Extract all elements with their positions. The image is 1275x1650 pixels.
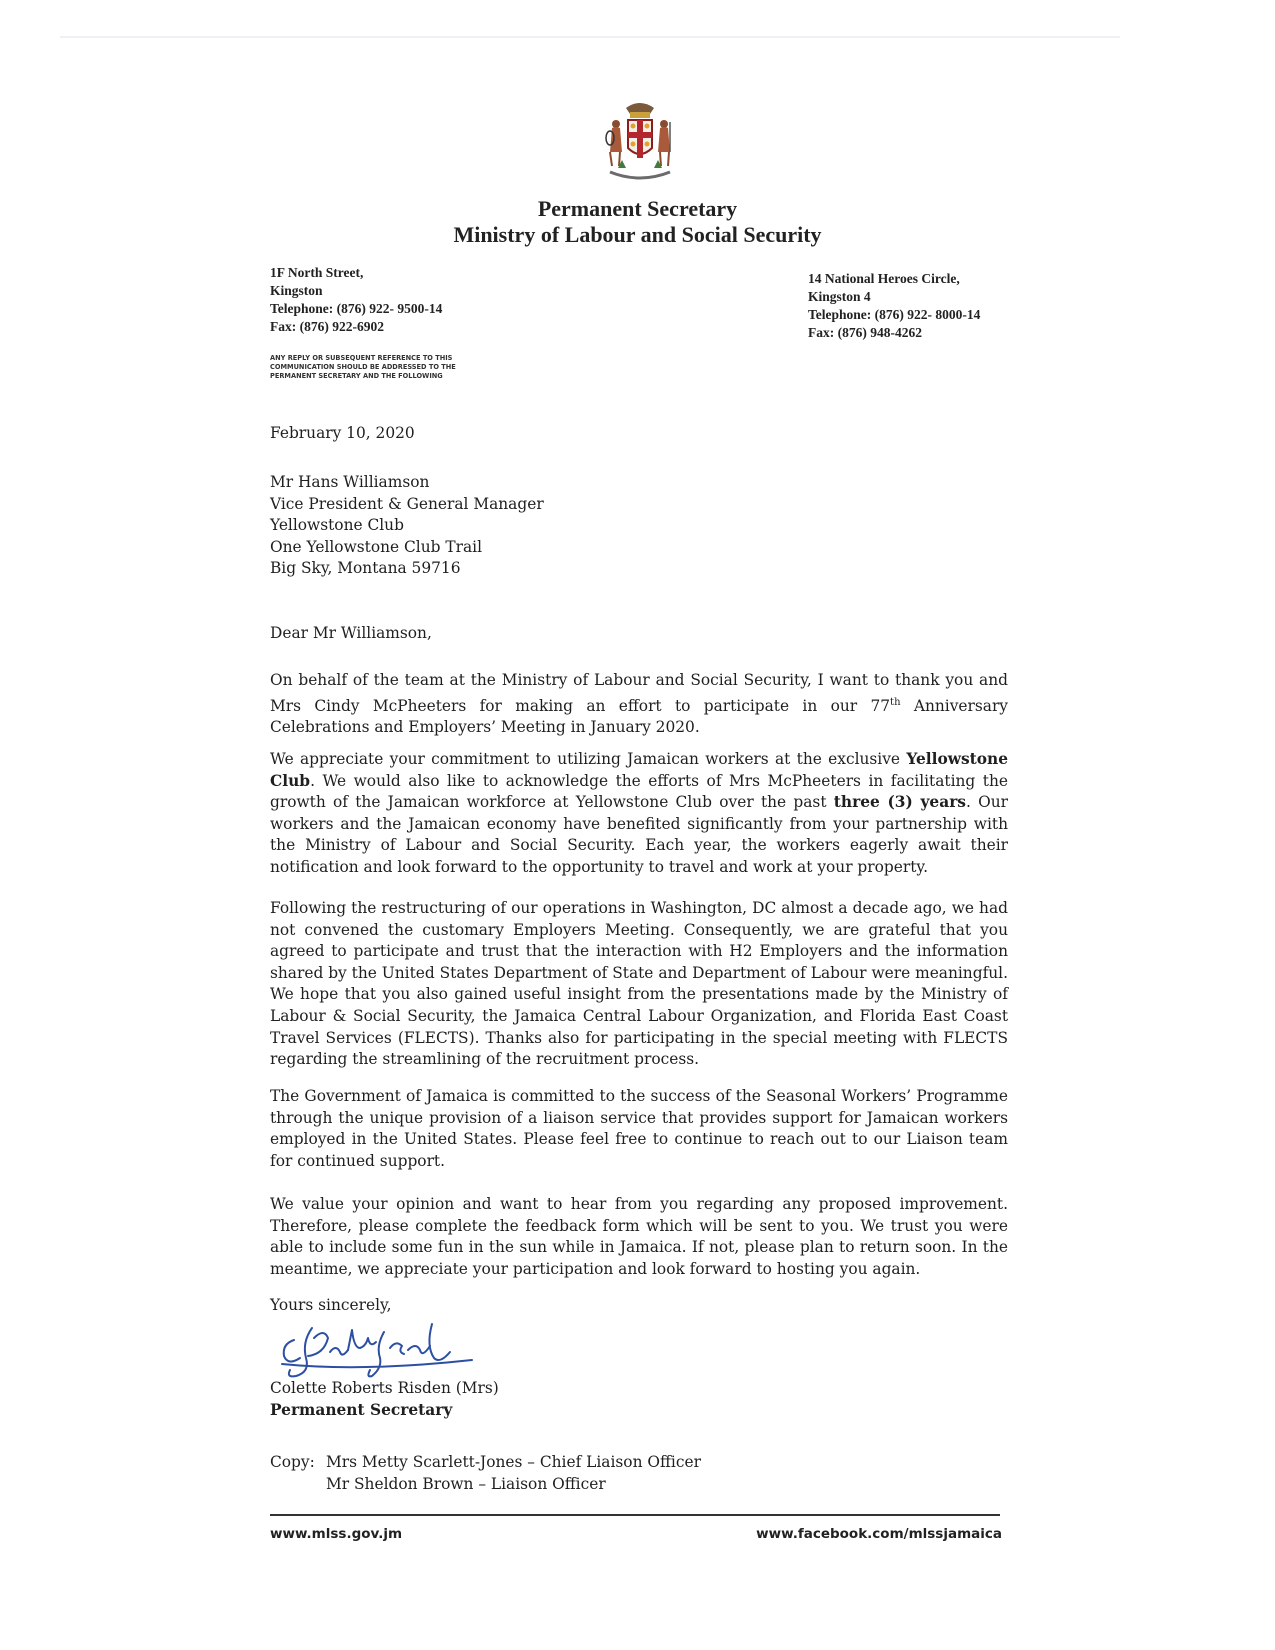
scan-artifact-line	[60, 36, 1120, 38]
notice-line: ANY REPLY OR SUBSEQUENT REFERENCE TO THIS	[270, 354, 453, 362]
recipient-title: Vice President & General Manager	[270, 494, 544, 513]
recipient-city: Big Sky, Montana 59716	[270, 559, 461, 578]
coat-of-arms-icon	[600, 98, 680, 186]
ordinal-suffix: th	[890, 696, 901, 708]
paragraph-1	[270, 670, 1008, 739]
address-fax: Fax: (876) 922-6902	[270, 319, 384, 334]
notice-line: COMMUNICATION SHOULD BE ADDRESSED TO THE	[270, 363, 456, 371]
address-line: Kingston	[270, 283, 323, 298]
letter-date: February 10, 2020	[270, 424, 415, 442]
address-line: 14 National Heroes Circle,	[808, 271, 960, 286]
ministry-name: Ministry of Labour and Social Security	[453, 222, 822, 247]
signer-name: Colette Roberts Risden (Mrs)	[270, 1379, 499, 1397]
recipient-organization: Yellowstone Club	[270, 516, 404, 535]
paragraph-4: The Government of Jamaica is committed to the success of the Seasonal Workers’ Programme through the unique provision of a liaison service that provides support for Jamaican workers employed in the United States. Please feel free to continue to reach out to our Liaison team for continued support.	[270, 1087, 1008, 1170]
copy-recipient: Mrs Metty Scarlett-Jones – Chief Liaison Officer	[326, 1453, 701, 1471]
paragraph-text: . We would also like to acknowledge the efforts of Mrs McPheeters in facilitating the growth of the Jamaican workforce at Yellowstone Club over the past	[270, 771, 1008, 812]
paragraph-5: We value your opinion and want to hear from you regarding any proposed improvement. Therefore, please complete the feedback form which will be sent to you. We trust you were able to include some fun in the sun while in Jamaica. If not, please plan to return soon. In the meantime, we appreciate your participation and look forward to hosting you again.	[270, 1195, 1008, 1278]
signer-title: Permanent Secretary	[270, 1401, 453, 1419]
reply-notice	[270, 354, 456, 381]
emphasis-text: three (3) years	[833, 793, 966, 812]
footer-website: www.mlss.gov.jm	[270, 1526, 403, 1542]
copy-recipient: Mr Sheldon Brown – Liaison Officer	[326, 1474, 606, 1493]
recipient-name: Mr Hans Williamson	[270, 473, 430, 491]
copy-label: Copy:	[270, 1453, 315, 1471]
right-address-block	[808, 270, 980, 342]
address-phone: Telephone: (876) 922- 9500-14	[270, 301, 443, 316]
paragraph-2	[270, 749, 1008, 879]
left-address-block	[270, 264, 442, 336]
paragraph-text: On behalf of the team at the Ministry of Labour and Social Security, I want to thank you and Mrs Cindy McPheeters for making an effort to participate in our 77	[270, 671, 1008, 715]
address-line: Kingston 4	[808, 289, 871, 304]
address-line: 1F North Street,	[270, 265, 364, 280]
footer-divider	[270, 1514, 1000, 1516]
paragraph-text: . Our workers and the Jamaican economy have benefited significantly from your partnership with the Ministry of Labour and Social Security. Each year, the workers eagerly await their notification and look forward to the opportunity to travel and work at your property.	[270, 793, 1009, 876]
handwritten-signature	[272, 1318, 482, 1380]
office-title: Permanent Secretary	[537, 196, 738, 221]
closing: Yours sincerely,	[270, 1296, 392, 1314]
address-phone: Telephone: (876) 922- 8000-14	[808, 307, 981, 322]
emphasis-text: Yellowstone Club	[270, 750, 1008, 790]
address-fax: Fax: (876) 948-4262	[808, 325, 922, 340]
footer-facebook: www.facebook.com/mlssjamaica	[756, 1526, 1002, 1542]
recipient-block	[270, 472, 1008, 580]
paragraph-text: Anniversary Celebrations and Employers’ Meeting in January 2020.	[270, 696, 1008, 737]
recipient-street: One Yellowstone Club Trail	[270, 537, 483, 556]
notice-line: PERMANENT SECRETARY AND THE FOLLOWING	[270, 372, 443, 380]
salutation: Dear Mr Williamson,	[270, 624, 432, 642]
copy-list	[270, 1452, 1008, 1495]
paragraph-text: We appreciate your commitment to utilizing Jamaican workers at the exclusive	[270, 750, 907, 768]
paragraph-3: Following the restructuring of our operations in Washington, DC almost a decade ago, we had not convened the customary Employers Meeting. Consequently, we are grateful that you agreed to participate and trust that the interaction with H2 Employers and the information shared by the United States Department of State and Department of Labour were meaningful. We hope that you also gained useful insight from the presentations made by the Ministry of Labour & Social Security, the Jamaica Central Labour Organization, and Florida East Coast Travel Services (FLECTS). Thanks also for participating in the special meeting with FLECTS regarding the streamlining of the recruitment process.	[270, 899, 1008, 1069]
